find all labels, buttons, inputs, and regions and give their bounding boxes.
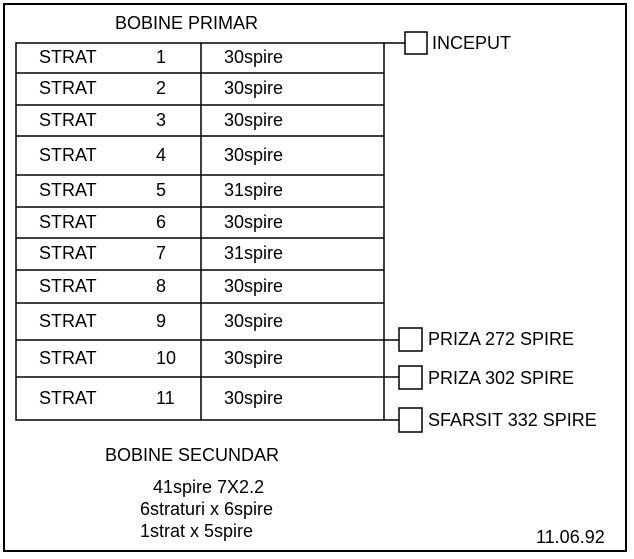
layer-label: STRAT bbox=[39, 276, 97, 296]
layer-number: 9 bbox=[156, 311, 167, 331]
layer-label: STRAT bbox=[39, 78, 97, 98]
layer-label: STRAT bbox=[39, 47, 97, 67]
terminal-box-inceput bbox=[405, 32, 427, 54]
layer-turns: 31spire bbox=[224, 180, 284, 200]
layer-number: 5 bbox=[156, 180, 167, 200]
terminal-label-inceput: INCEPUT bbox=[432, 33, 512, 53]
layer-number: 11 bbox=[156, 388, 175, 408]
terminal-label-sfarsit: SFARSIT 332 SPIRE bbox=[428, 410, 597, 430]
secondary-line-1: 41spire 7X2.2 bbox=[153, 477, 265, 497]
layer-turns: 30spire bbox=[224, 276, 284, 296]
terminal-box-priza-272 bbox=[399, 328, 422, 351]
layer-turns: 30spire bbox=[224, 110, 284, 130]
layer-number: 6 bbox=[156, 212, 167, 232]
layer-label: STRAT bbox=[39, 110, 97, 130]
secondary-line-2: 6straturi x 6spire bbox=[140, 499, 274, 519]
layer-turns: 31spire bbox=[224, 243, 284, 263]
layer-turns: 30spire bbox=[224, 78, 284, 98]
terminal-box-sfarsit bbox=[399, 408, 422, 432]
layer-number: 2 bbox=[156, 78, 167, 98]
secondary-line-3: 1strat x 5spire bbox=[140, 521, 254, 541]
layer-number: 10 bbox=[156, 348, 177, 368]
layer-turns: 30spire bbox=[224, 311, 284, 331]
layer-label: STRAT bbox=[39, 145, 97, 165]
layer-number: 1 bbox=[156, 47, 167, 67]
layer-number: 8 bbox=[156, 276, 167, 296]
layer-number: 3 bbox=[156, 110, 167, 130]
layer-label: STRAT bbox=[39, 348, 97, 368]
layer-turns: 30spire bbox=[224, 348, 284, 368]
layer-label: STRAT bbox=[39, 212, 97, 232]
layer-label: STRAT bbox=[39, 311, 97, 331]
terminal-box-priza-302 bbox=[399, 366, 422, 389]
terminal-label-priza-272: PRIZA 272 SPIRE bbox=[428, 329, 575, 349]
layer-label: STRAT bbox=[39, 243, 97, 263]
primary-title: BOBINE PRIMAR bbox=[115, 13, 259, 33]
layer-label: STRAT bbox=[39, 388, 97, 408]
layer-label: STRAT bbox=[39, 180, 97, 200]
secondary-title: BOBINE SECUNDAR bbox=[105, 445, 280, 465]
layer-turns: 30spire bbox=[224, 212, 284, 232]
layer-turns: 30spire bbox=[224, 47, 284, 67]
layer-turns: 30spire bbox=[224, 388, 284, 408]
layer-number: 4 bbox=[156, 145, 167, 165]
layer-turns: 30spire bbox=[224, 145, 284, 165]
terminal-label-priza-302: PRIZA 302 SPIRE bbox=[428, 368, 575, 388]
drawing-date: 11.06.92 bbox=[536, 527, 605, 547]
layer-number: 7 bbox=[156, 243, 167, 263]
